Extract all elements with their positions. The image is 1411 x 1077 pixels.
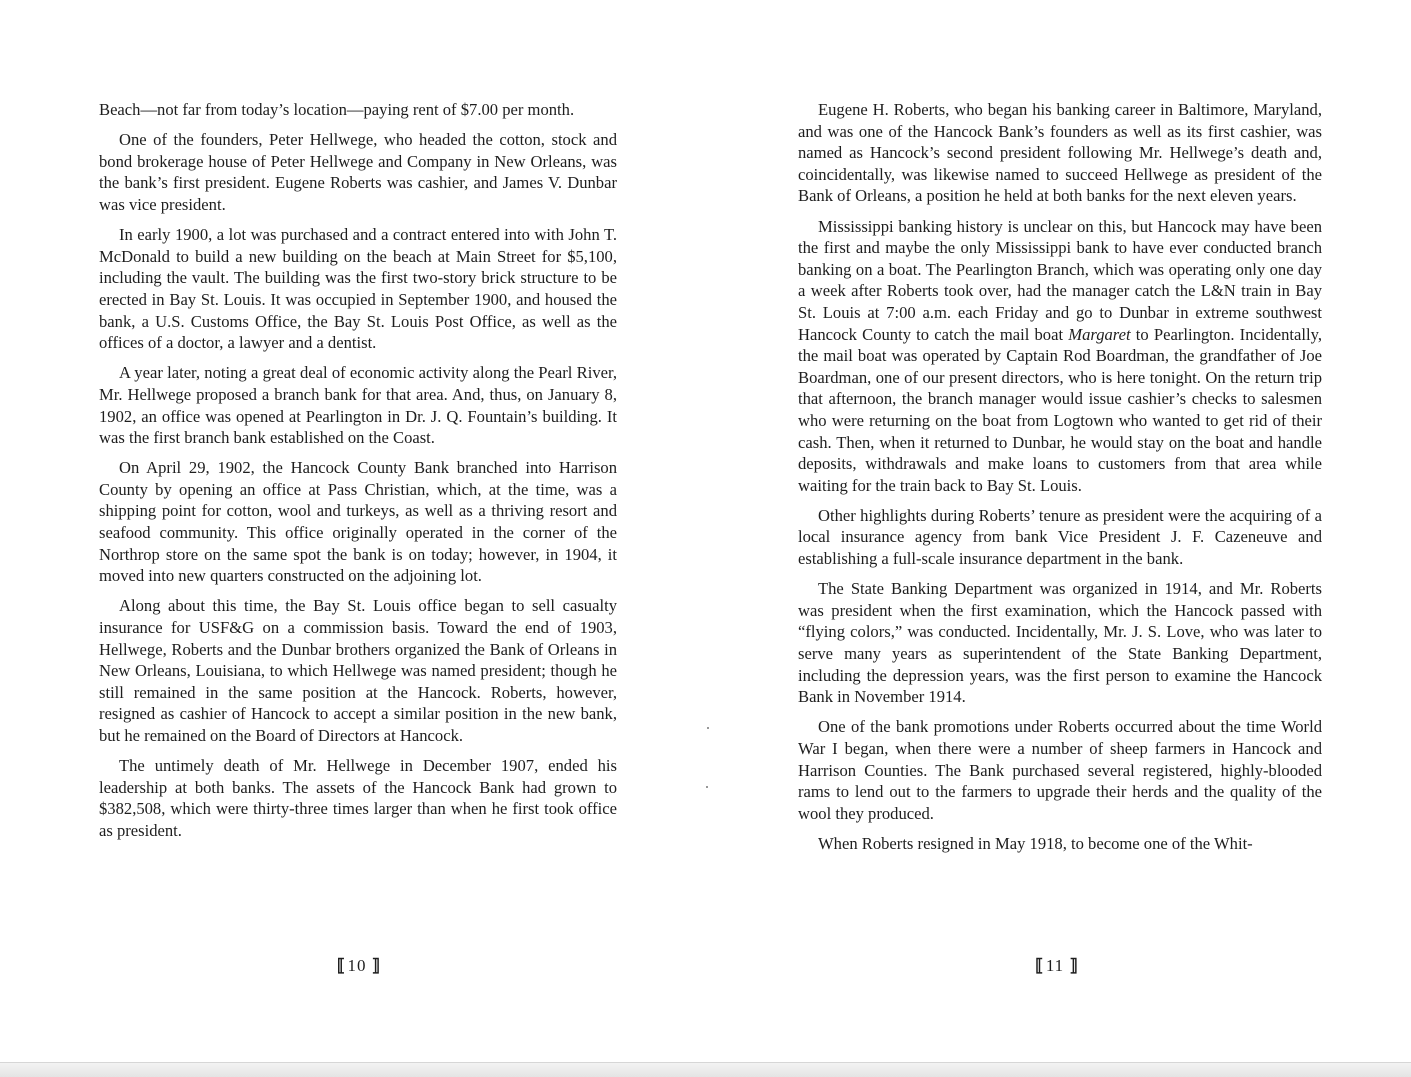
right-paragraph-4: The State Banking Department was organized in 1914, and Mr. Roberts was president when the first examination, which the Hancock passed with “flying colors,” was conducted. Incidentally, Mr. J. S. Love, who was later to serve many years as superintendent of the State Banking Department, including the depression years, was the first person to examine the Hancock Bank in November 1914. [798, 579, 1322, 707]
boat-paragraph-before: Mississippi banking history is unclear on this, but Hancock may have been the first and maybe the only Mississippi bank to have ever conducted branch banking on a boat. The Pearlington Branch, which was operating only one day a week after Roberts took over, had the manager catch the L&N train in Bay St. Louis at 7:00 a.m. each Friday and go to Dunbar in extreme southwest Hancock County to catch the mail boat [798, 216, 1322, 344]
folio-close-bracket: ⟧ [1069, 956, 1075, 975]
folio-close-bracket: ⟧ [371, 956, 378, 975]
left-paragraph-6: Along about this time, the Bay St. Louis office began to sell casualty insurance for USF&G on a commission basis. Toward the end of 1903, Hellwege, Roberts and the Dunbar brothers organized the Bank of Orleans in New Orleans, Louisiana, to which Hellwege was named president; though he still remained in the same position at the Hancock. Roberts, however, resigned as cashier of Hancock to accept a similar position in the new bank, but he remained on the Board of Directors at Hancock. [99, 596, 617, 745]
left-paragraph-1: Beach—not far from today’s location—paying rent of $7.00 per month. [99, 100, 575, 119]
right-page-number-value: 11 [1045, 956, 1065, 975]
right-page [705, 0, 1411, 1077]
left-page-number [307, 956, 407, 976]
right-page-number [1005, 956, 1105, 976]
scan-bottom-line [0, 1062, 1411, 1063]
boat-name: Margaret [1068, 324, 1131, 344]
right-page-text [798, 99, 1322, 855]
right-paragraph-6: When Roberts resigned in May 1918, to become one of the Whit- [818, 833, 1253, 853]
left-paragraph-5: On April 29, 1902, the Hancock County Bank branched into Harrison County by opening an office at Pass Christian, which, at the time, was a shipping point for cotton, wool and turkeys, as well as a thriving resort and seafood community. This office originally operated in the corner of the Northrop store on the same spot the bank is on today; however, in 1904, it moved into new quarters constructed on the adjoining lot. [99, 458, 617, 586]
gutter-speck [707, 727, 709, 729]
left-paragraph-2: One of the founders, Peter Hellwege, who headed the cotton, stock and bond brokerage house of Peter Hellwege and Company in New Orleans, was the bank’s first president. Eugene Roberts was cashier, and James V. Dunbar was vice president. [99, 130, 617, 214]
left-paragraph-4: A year later, noting a great deal of economic activity along the Pearl River, Mr. Hellwege proposed a branch bank for that area. And, thus, on January 8, 1902, an office was opened at Pearlington in Dr. J. Q. Fountain’s building. It was the first branch bank established on the Coast. [99, 363, 617, 448]
scan-bottom-edge [0, 1062, 1411, 1077]
left-page-number-value: 10 [347, 956, 367, 975]
folio-open-bracket: ⟦ [1035, 956, 1041, 975]
left-paragraph-3: In early 1900, a lot was purchased and a contract entered into with John T. McDonald to build a new building on the beach at Main Street for $5,100, including the vault. The building was the first two-story brick structure to be erected in Bay St. Louis. It was occupied in September 1900, and housed the bank, a U.S. Customs Office, the Bay St. Louis Post Office, as well as the offices of a doctor, a lawyer and a dentist. [99, 225, 617, 353]
left-page [0, 0, 705, 1077]
right-paragraph-1: Eugene H. Roberts, who began his banking career in Baltimore, Maryland, and was one of the Hancock Bank’s founders as well as its first cashier, was named as Hancock’s second president following Mr. Hellwege’s death and, coincidentally, was likewise named to succeed Hellwege as president of the Bank of Orleans, a position he held at both banks for the next eleven years. [798, 100, 1322, 206]
gutter-speck [706, 786, 708, 788]
right-paragraph-3: Other highlights during Roberts’ tenure as president were the acquiring of a local insurance agency from bank Vice President J. F. Cazeneuve and establishing a full-scale insurance department in the bank. [798, 505, 1322, 569]
right-paragraph-5: One of the bank promotions under Roberts occurred about the time World War I began, when there were a number of sheep farmers in Hancock and Harrison Counties. The Bank purchased several registered, highly-blooded rams to lend out to the farmers to upgrade their herds and the quality of the wool they produced. [798, 717, 1322, 823]
left-page-text [99, 99, 617, 842]
folio-open-bracket: ⟦ [336, 956, 343, 975]
left-paragraph-7: The untimely death of Mr. Hellwege in December 1907, ended his leadership at both banks. The assets of the Hancock Bank had grown to $382,508, which were thirty-three times larger than when he first took office as president. [99, 756, 617, 840]
boat-paragraph-after: to Pearlington. Incidentally, the mail boat was operated by Captain Rod Boardman, the grandfather of Joe Boardman, one of our present directors, who is here tonight. On the return trip that afternoon, the branch manager would issue cashier’s checks to salesmen who were returning on the boat from Logtown who wanted to get rid of their cash. Then, when it returned to Dunbar, he would stay on the boat and handle deposits, withdrawals and make loans to customers from that area while waiting for the train back to Bay St. Louis. [798, 324, 1323, 495]
right-paragraph-2 [798, 216, 1322, 497]
